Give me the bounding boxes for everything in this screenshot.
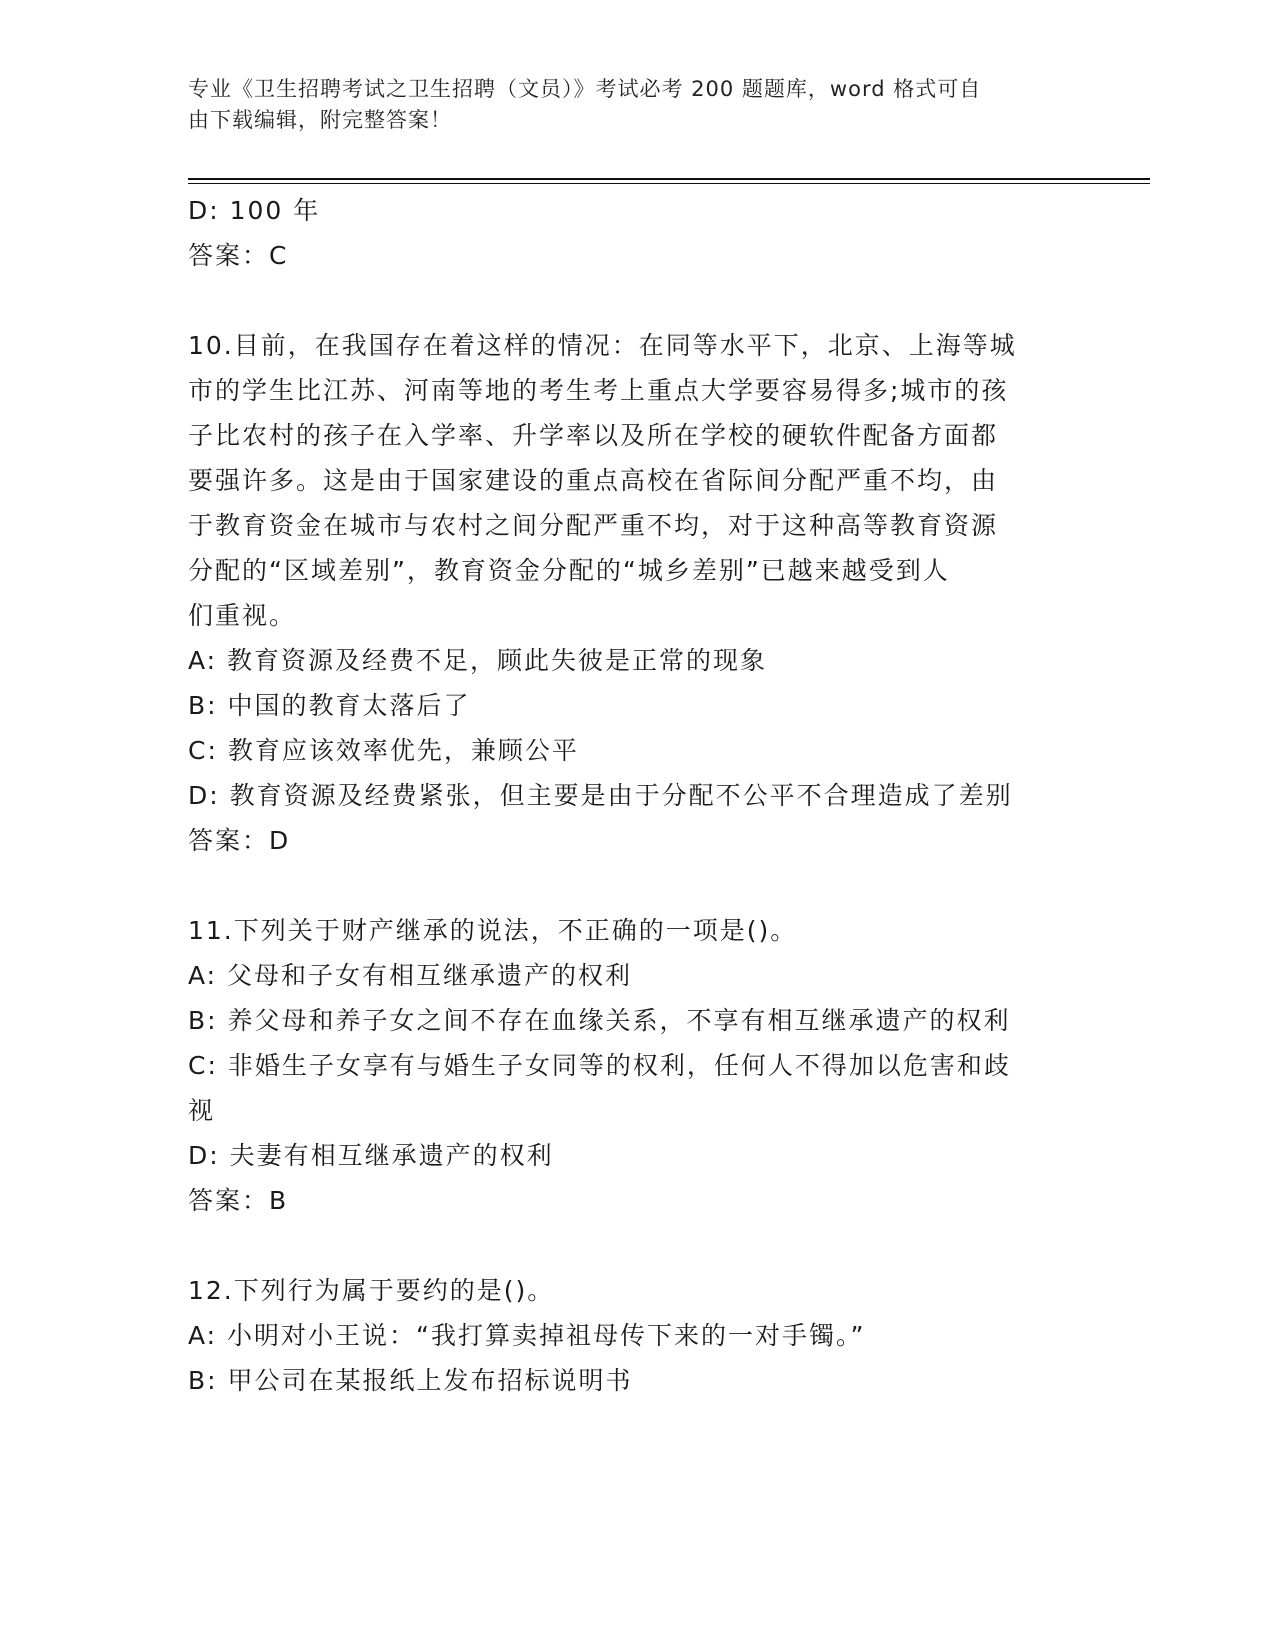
document-header	[188, 74, 1068, 136]
q9-option-d: D: 100 年	[188, 196, 321, 225]
q10-stem-line: 子比农村的孩子在入学率、升学率以及所在学校的硬软件配备方面都	[188, 421, 999, 450]
q11-option-d: D: 夫妻有相互继承遗产的权利	[188, 1141, 554, 1170]
q10-stem	[188, 323, 1068, 638]
q10-option-a: A: 教育资源及经费不足，顾此失彼是正常的现象	[188, 646, 768, 675]
spacer	[188, 278, 1088, 323]
q11-stem: 11.下列关于财产继承的说法，不正确的一项是()。	[188, 916, 798, 945]
q11-option-b: B: 养父母和养子女之间不存在血缘关系，不享有相互继承遗产的权利	[188, 1006, 1011, 1035]
q10-stem-line: 10.目前，在我国存在着这样的情况：在同等水平下，北京、上海等城	[188, 331, 1017, 360]
q12-option-b: B: 甲公司在某报纸上发布招标说明书	[188, 1366, 633, 1395]
q10-option-d: D: 教育资源及经费紧张，但主要是由于分配不公平不合理造成了差别	[188, 781, 1013, 810]
q9-answer: 答案：C	[188, 241, 289, 270]
q11-answer: 答案：B	[188, 1186, 289, 1215]
spacer	[188, 863, 1088, 908]
q10-stem-line: 市的学生比江苏、河南等地的考生考上重点大学要容易得多;城市的孩	[188, 376, 1009, 405]
q10-stem-line: 于教育资金在城市与农村之间分配严重不均，对于这种高等教育资源	[188, 511, 999, 540]
q11-option-c-line-2: 视	[188, 1096, 216, 1125]
q10-option-c: C: 教育应该效率优先，兼顾公平	[188, 736, 579, 765]
header-line-2: 由下载编辑，附完整答案！	[188, 108, 452, 132]
document-body	[188, 188, 1088, 1403]
header-rule-thick	[188, 178, 1150, 180]
spacer	[188, 1223, 1088, 1268]
header-line-1: 专业《卫生招聘考试之卫生招聘（文员）》考试必考 200 题题库，word 格式可自	[188, 77, 982, 101]
q10-stem-line: 们重视。	[188, 601, 297, 630]
q11-option-c-line-1: C: 非婚生子女享有与婚生子女同等的权利，任何人不得加以危害和歧	[188, 1051, 1011, 1080]
q11-option-a: A: 父母和子女有相互继承遗产的权利	[188, 961, 633, 990]
q12-option-a: A: 小明对小王说：“我打算卖掉祖母传下来的一对手镯。”	[188, 1321, 866, 1350]
q10-option-b: B: 中国的教育太落后了	[188, 691, 471, 720]
q10-stem-line: 要强许多。这是由于国家建设的重点高校在省际间分配严重不均，由	[188, 466, 999, 495]
q10-answer: 答案：D	[188, 826, 291, 855]
q12-stem: 12.下列行为属于要约的是()。	[188, 1276, 555, 1305]
q10-stem-line: 分配的“区域差别”，教育资金分配的“城乡差别”已越来越受到人	[188, 556, 950, 585]
header-rule-thin	[188, 183, 1150, 184]
